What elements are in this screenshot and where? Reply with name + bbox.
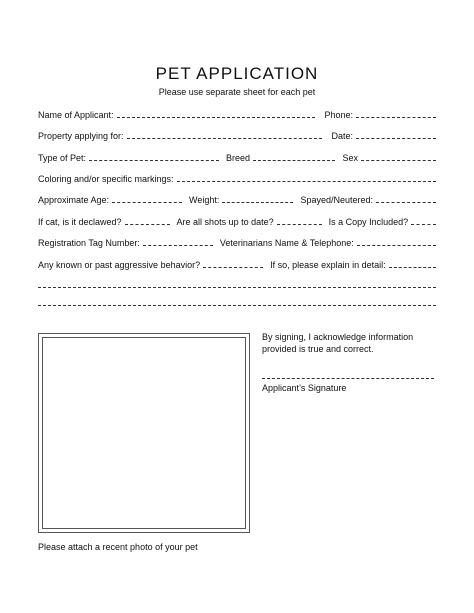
photo-caption: Please attach a recent photo of your pet	[38, 542, 198, 552]
sex-label: Sex	[342, 153, 358, 163]
breed-field[interactable]	[253, 151, 335, 161]
breed-label: Breed	[226, 153, 251, 163]
row-aggressive	[38, 258, 436, 270]
row-applicant	[38, 108, 436, 120]
phone-field[interactable]	[356, 108, 436, 118]
registration-label: Registration Tag Number:	[38, 238, 140, 248]
signature-line[interactable]	[262, 378, 434, 379]
explain-label: If so, please explain in detail:	[270, 260, 386, 270]
explain-field[interactable]	[389, 258, 436, 268]
applicant-name-field[interactable]	[117, 108, 316, 118]
date-label: Date:	[331, 131, 353, 141]
age-field[interactable]	[112, 193, 182, 203]
weight-field[interactable]	[222, 193, 293, 203]
page-title: PET APPLICATION	[155, 64, 319, 83]
row-registration-vet	[38, 236, 436, 248]
spayed-label: Spayed/Neutered:	[300, 195, 373, 205]
row-coloring	[38, 172, 436, 184]
phone-label: Phone:	[324, 110, 353, 120]
pet-type-field[interactable]	[89, 151, 219, 161]
age-label: Approximate Age:	[38, 195, 110, 205]
aggressive-field[interactable]	[203, 258, 263, 268]
applicant-name-label: Name of Applicant:	[38, 110, 114, 120]
page-subtitle: Please use separate sheet for each pet	[158, 87, 316, 97]
row-age-weight	[38, 193, 436, 205]
pet-type-label: Type of Pet:	[38, 153, 87, 163]
declawed-field[interactable]	[125, 215, 170, 225]
date-field[interactable]	[356, 129, 436, 139]
photo-attachment-box	[38, 333, 250, 533]
explain-line-1[interactable]	[38, 287, 436, 288]
acknowledgement-text: By signing, I acknowledge information provided is true and correct.	[262, 332, 414, 354]
spayed-field[interactable]	[376, 193, 436, 203]
coloring-label: Coloring and/or specific markings:	[38, 174, 174, 184]
vet-label: Veterinarians Name & Telephone:	[219, 238, 354, 248]
registration-field[interactable]	[143, 236, 213, 246]
property-label: Property applying for:	[38, 131, 124, 141]
vet-field[interactable]	[357, 236, 436, 246]
explain-line-2[interactable]	[38, 305, 436, 306]
row-declawed-shots	[38, 215, 436, 227]
photo-box-inner-border	[42, 337, 246, 529]
copy-included-field[interactable]	[411, 215, 436, 225]
copy-included-label: Is a Copy Included?	[328, 217, 409, 227]
sex-field[interactable]	[361, 151, 436, 161]
property-field[interactable]	[127, 129, 323, 139]
signature-label: Applicant’s Signature	[262, 383, 347, 393]
shots-label: Are all shots up to date?	[176, 217, 274, 227]
row-property	[38, 129, 436, 141]
row-pet-type	[38, 151, 436, 163]
coloring-field[interactable]	[177, 172, 436, 182]
shots-field[interactable]	[277, 215, 322, 225]
weight-label: Weight:	[189, 195, 220, 205]
aggressive-label: Any known or past aggressive behavior?	[38, 260, 201, 270]
declawed-label: If cat, is it declawed?	[38, 217, 122, 227]
